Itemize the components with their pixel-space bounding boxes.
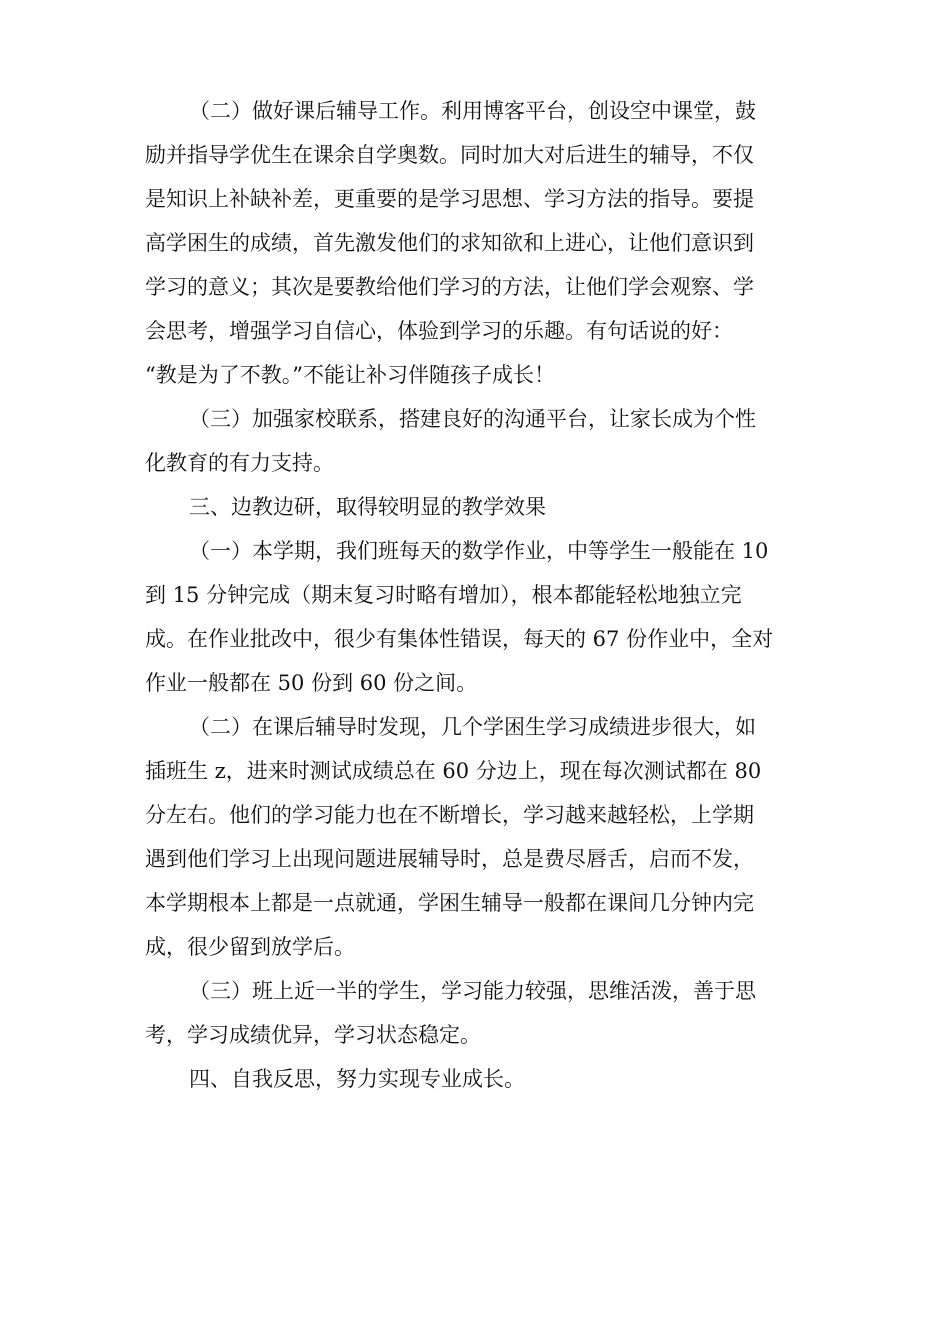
- document-body: [145, 89, 805, 1101]
- text-line: 会思考，增强学习自信心，体验到学习的乐趣。有句话说的好：: [145, 319, 733, 343]
- text-line: 三、边教边研，取得较明显的教学效果: [189, 495, 546, 519]
- text-line: 四、自我反思，努力实现专业成长。: [189, 1067, 525, 1091]
- text-line: 作业一般都在 50 份到 60 份之间。: [145, 671, 478, 695]
- text-line: 本学期根本上都是一点就通，学困生辅导一般都在课间几分钟内完: [145, 891, 754, 915]
- text-line: （二）做好课后辅导工作。利用博客平台，创设空中课堂，鼓: [189, 99, 756, 123]
- text-line: 遇到他们学习上出现问题进展辅导时，总是费尽唇舌，启而不发，: [145, 847, 754, 871]
- text-line: 分左右。他们的学习能力也在不断增长，学习越来越轻松，上学期: [145, 803, 754, 827]
- text-line: （三）班上近一半的学生，学习能力较强，思维活泼，善于思: [189, 979, 756, 1003]
- text-line: 插班生 z，进来时测试成绩总在 60 分边上，现在每次测试都在 80: [145, 759, 762, 783]
- text-line: 是知识上补缺补差，更重要的是学习思想、学习方法的指导。要提: [145, 187, 754, 211]
- text-line: 化教育的有力支持。: [145, 451, 334, 475]
- text-line: （二）在课后辅导时发现，几个学困生学习成绩进步很大，如: [189, 715, 756, 739]
- text-line: 考，学习成绩优异，学习状态稳定。: [145, 1023, 481, 1047]
- text-line: 学习的意义；其次是要教给他们学习的方法，让他们学会观察、学: [145, 275, 754, 299]
- text-line: 高学困生的成绩，首先激发他们的求知欲和上进心，让他们意识到: [145, 231, 754, 255]
- text-line: 成。在作业批改中，很少有集体性错误，每天的 67 份作业中，全对: [145, 627, 774, 651]
- text-line: 到 15 分钟完成（期末复习时略有增加），根本都能轻松地独立完: [145, 583, 742, 607]
- text-line: 励并指导学优生在课余自学奥数。同时加大对后进生的辅导，不仅: [145, 143, 754, 167]
- text-line: 成，很少留到放学后。: [145, 935, 355, 959]
- text-line: （三）加强家校联系，搭建良好的沟通平台，让家长成为个性: [189, 407, 756, 431]
- text-line: （一）本学期，我们班每天的数学作业，中等学生一般能在 10: [189, 539, 769, 563]
- text-line: “教是为了不教。”不能让补习伴随孩子成长！: [145, 363, 555, 387]
